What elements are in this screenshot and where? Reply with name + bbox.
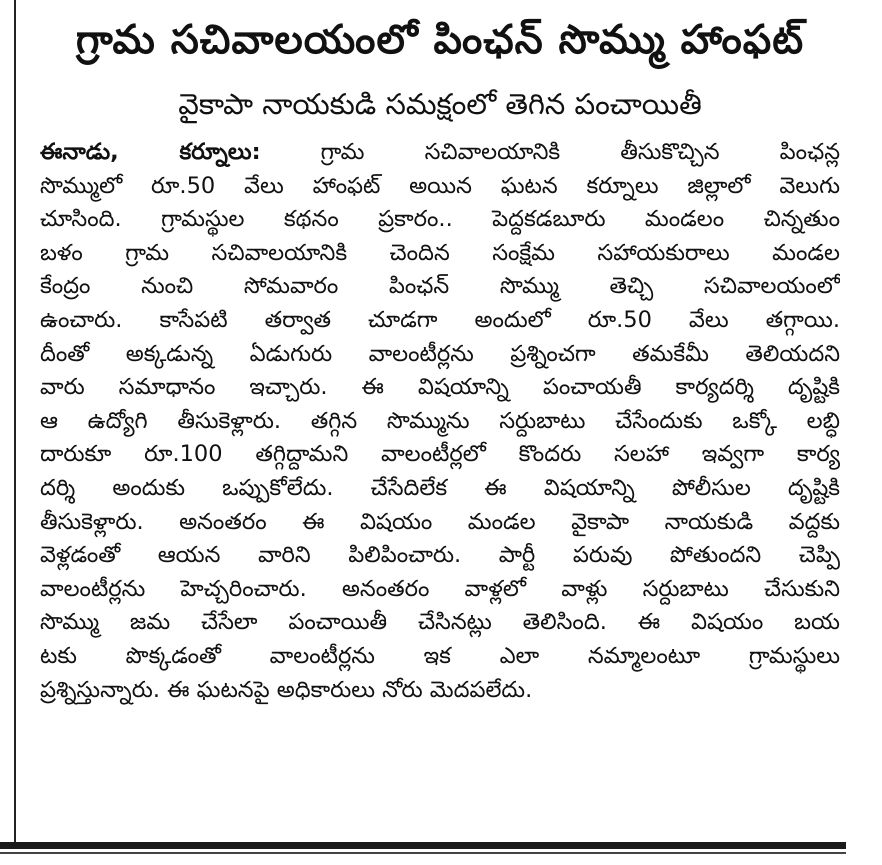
body-line	[40, 136, 840, 170]
body-line: దర్శి అందుకు ఒప్పుకోలేదు. చేసేదిలేక ఈ విషయాన్ని పోలీసుల దృష్టికి	[40, 474, 840, 501]
body-line-text: గ్రామ సచివాలయానికి తీసుకొచ్చిన పింఛన్ల	[260, 139, 840, 165]
body-line: ఉంచారు. కాసేపటి తర్వాత చూడగా అందులో రూ.50 వేలు తగ్గాయి.	[40, 306, 840, 333]
body-line: చూసింది. గ్రామస్థుల కథనం ప్రకారం.. పెద్దకడబూరు మండలం చిన్నతుం	[40, 206, 840, 233]
body-line: తీసుకెళ్లారు. అనంతరం ఈ విషయం మండల వైకాపా నాయకుడి వద్దకు	[40, 508, 840, 535]
body-line: కేంద్రం నుంచి సోమవారం పింఛన్ సొమ్ము తెచ్చి సచివాలయంలో	[40, 273, 840, 300]
body-line: సొమ్ము జమ చేసేలా పంచాయితీ చేసినట్లు తెలిసింది. ఈ విషయం బయ	[40, 609, 840, 636]
body-line: వారు సమాధానం ఇచ్చారు. ఈ విషయాన్ని పంచాయతీ కార్యదర్శి దృష్టికి	[40, 374, 840, 401]
article-headline: గ్రామ సచివాలయంలో పింఛన్ సొమ్ము హాంఫట్	[75, 17, 805, 63]
body-line: బళం గ్రామ సచివాలయానికి చెందిన సంక్షేమ సహాయకురాలు మండల	[40, 239, 840, 266]
left-column-rule	[14, 0, 16, 842]
body-line: దారుకూ రూ.100 తగ్గిద్దామని వాలంటీర్లలో కొందరు సలహా ఇవ్వగా కార్య	[40, 441, 840, 468]
bottom-border-rule-thin	[0, 852, 846, 854]
bottom-border-rule	[0, 842, 846, 849]
article-subheadline: వైకాపా నాయకుడి సమక్షంలో తెగిన పంచాయితీ	[178, 87, 702, 121]
body-line: వాలంటీర్లను హెచ్చరించారు. అనంతరం వాళ్లలో వాళ్లు సర్దుబాటు చేసుకుని	[40, 575, 840, 602]
news-article	[40, 0, 840, 707]
body-line: సొమ్ములో రూ.50 వేలు హాంఫట్ అయిన ఘటన కర్నూలు జిల్లాలో వెలుగు	[40, 172, 840, 199]
body-line: టకు పొక్కడంతో వాలంటీర్లను ఇక ఎలా నమ్మాలంటూ గ్రామస్థులు	[40, 642, 840, 669]
body-line: ప్రశ్నిస్తున్నారు. ఈ ఘటనపై అధికారులు నోరు మెదపలేదు.	[40, 676, 533, 703]
article-dateline: ఈనాడు, కర్నూలు:	[40, 139, 261, 165]
body-line: దీంతో అక్కడున్న ఏడుగురు వాలంటీర్లను ప్రశ్నించగా తమకేమీ తెలియదని	[40, 340, 840, 367]
body-line: ఆ ఉద్యోగి తీసుకెళ్లారు. తగ్గిన సొమ్మును సర్దుబాటు చేసేందుకు ఒక్కో లబ్ధి	[40, 407, 840, 434]
article-body	[40, 136, 840, 707]
body-line: వెళ్లడంతో ఆయన వారిని పిలిపించారు. పార్టీ పరువు పోతుందని చెప్పి	[40, 542, 840, 569]
